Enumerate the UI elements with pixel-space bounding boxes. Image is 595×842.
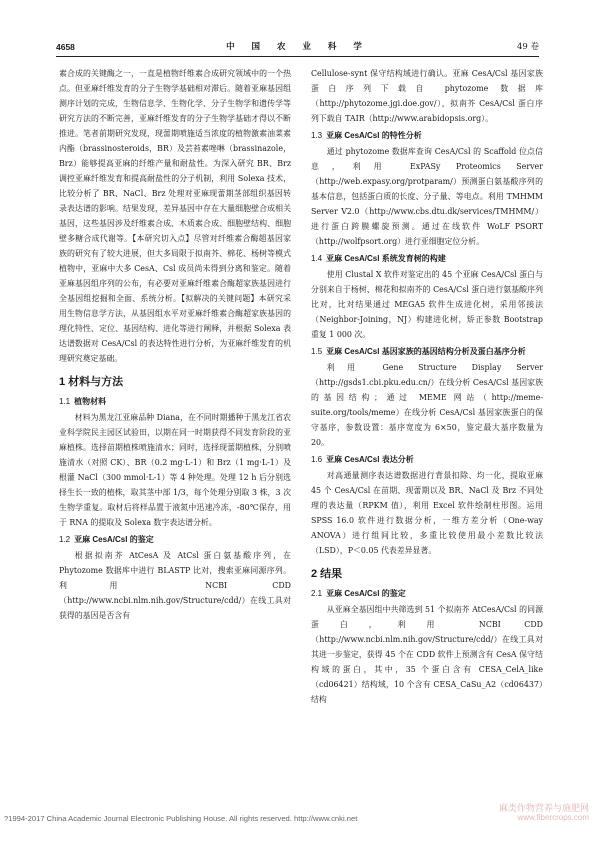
section-1-3-heading	[311, 128, 543, 143]
section-2-1-heading	[311, 586, 543, 601]
section-1-1-heading	[59, 394, 291, 409]
section-1-heading: 1 材料与方法	[59, 376, 124, 388]
right-column	[311, 66, 543, 707]
section-1-1-paragraph: 材料为黑龙江亚麻品种 Diana，在不同时期播种于黑龙江省农业科学院民主园区试验田，以期在同一时期获得不同发育阶段的亚麻植株。选择苗期植株喷施清水；同时，选择现蕾期植株，分别喷施清水（对照 CK）、BR（0.2 mg·L-1）和 Brz（1 mg·L-1）及根灌 NaCl（300 mmol·L-1）等 4 种处理。处理 12 h 后分别选择生长一致的植株，取其茎中部 1/3，每个处理分别取 3 株，3 次生物学重复。取材后将样品置于液氮中迅速冷冻，-80℃保存，用于 RNA 的提取及 Solexa 数字表达谱分析。	[59, 413, 291, 527]
intro-paragraph: 素合成的关键酶之一，一直是植物纤维素合成研究领域中的一个热点。但亚麻纤维发育的分子生物学基础相对滞后。随着亚麻基因组测序计划的完成，生物信息学、生物化学、分子生物学和遗传学等研究方法的不断完善，亚麻纤维发育的分子生物学基础才得以不断推进。笔者前期研究发现，现蕾期喷施适当浓度的植物激素油菜素内酯（brassinosteroids，BR）及芸苔素唑啉（brassinazole，Brz）能够提高亚麻的纤维产量和耐盐性。为深入研究 BR、Brz 调控亚麻纤维发育和提高耐盐性的分子机制，利用 Solexa 技术，比较分析了 BR、NaCl、Brz 处理对亚麻现蕾期茎部组织基因转录表达谱的影响。结果发现，差异基因中存在大量细胞壁合成相关基因，这些基因涉及纤维素合成、木质素合成、细胞壁结构、细胞壁多糖合成代谢等。【本研究切入点】尽管对纤维素合酶超基因家族的研究有了较大进展，但大多局限于拟南芥、棉花、杨树等模式植物中，亚麻中大多 CesA、Csl 成员尚未得到分离和鉴定。随着亚麻基因组序列的公布，有必要对亚麻纤维素合酶超家族基因进行全基因组挖掘和全面、系统分析。【拟解决的关键问题】本研究采用生物信息学方法，从基因组水平对亚麻纤维素合酶超家族基因的理化特性、定位、基因结构、进化等进行阐释，并根据 Solexa 表达谱数据对 CesA/Csl 的表达特性进行分析，为亚麻纤维发育的机理研究奠定基础。	[59, 69, 291, 363]
section-1-2-continued: Cellulose-synt 保守结构域进行确认。亚麻 CesA/Csl 基因家族蛋白序列下载自 phytozome 数据库（http://phytozome.jgi.doe.gov/），拟南芥 CesA/Csl 蛋白序列下载自 TAIR（http://www.arabidopsis.org）。	[311, 69, 543, 123]
journal-title: 中 国 农 业 科 学	[226, 42, 369, 52]
section-1-3-paragraph: 通过 phytozome 数据库查询 CesA/Csl 的 Scaffold 位点信息，利用 ExPASy Proteomics Server（http://web.expasy.org/protparam/）预测蛋白氨基酸序列的基本信息，包括蛋白质的长度、分子量、等电点。利用 TMHMM Server V2.0（http://www.cbs.dtu.dk/services/TMHMM/）进行蛋白跨膜螺旋预测。通过在线软件 WoLF PSORT（http://wolfpsort.org）进行亚细胞定位分析。	[311, 147, 543, 246]
section-1-6-paragraph: 对高通量测序表达谱数据进行背景扣除、均一化，提取亚麻 45 个 CesA/Csl 在苗期、现蕾期以及 BR、NaCl 及 Brz 不同处理的表达量（RPKM 值），利用 Excel 软件绘制柱形图。运用 SPSS 16.0 软件进行数据分析，一维方差分析（One-way ANOVA）进行组间比较，多重比较使用最小差数比较法（LSD），P＜0.05 代表差异显著。	[311, 471, 543, 555]
running-header	[56, 40, 539, 57]
section-1-6-heading	[311, 452, 543, 467]
section-1-4-paragraph: 使用 Clustal X 软件对鉴定出的 45 个亚麻 CesA/Csl 蛋白与分别来自于杨树、棉花和拟南芥的 CesA/Csl 蛋白进行氨基酸序列比对，比对结果通过 MEGA5 软件生成进化树，采用邻接法（Neighbor-Joining，NJ）构建进化树，矫正参数 Bootstrap 重复 1 000 次。	[311, 270, 543, 339]
section-number: 1.4	[311, 254, 323, 263]
section-2-1-paragraph: 从亚麻全基因组中共筛选到 51 个拟南芥 AtCesA/Csl 的同源蛋白，利用 NCBI CDD（http://www.ncbi.nlm.nih.gov/Structure/cdd/）在线工具对其进一步鉴定，获得 45 个在 CDD 软件上预测含有 CesA 保守结构域的蛋白，其中，35 个蛋白含有 CESA_CelA_like（cd06421）结构域，10 个含有 CESA_CaSu_A2（cd06437）结构	[311, 605, 543, 704]
section-number: 1.5	[311, 347, 323, 356]
section-1-5-paragraph: 利用 Gene Structure Display Server（http://gsds1.cbi.pku.edu.cn/）在线分析 CesA/Csl 基因家族的基因结构；通过 MEME 网站（http://meme-suite.org/tools/meme）在线分析 CesA/Csl 基因家族蛋白的保守基序，参数设置：基序宽度为 6×50，鉴定最大基序数量为 20。	[311, 363, 543, 447]
watermark-logo	[499, 804, 589, 822]
section-title: 亚麻 CesA/Csl 系统发育树的构建	[326, 254, 446, 263]
section-1-2-heading	[59, 532, 291, 547]
section-1-4-heading	[311, 251, 543, 266]
left-column	[59, 66, 291, 623]
page-number: 4658	[56, 42, 75, 52]
watermark-text: 麻类作物营养与施肥网	[498, 803, 589, 813]
section-number: 2.1	[311, 589, 323, 598]
section-1-5-heading	[311, 344, 543, 359]
section-number: 1.2	[59, 535, 71, 544]
section-1-2-paragraph: 根据拟南芥 AtCesA 及 AtCsl 蛋白氨基酸序列，在 Phytozome 数据库中进行 BLASTP 比对，搜索亚麻同源序列。利用 NCBI CDD（http://www.ncbi.nlm.nih.gov/Structure/cdd/）在线工具对获得的基因是否含有	[59, 551, 291, 620]
section-number: 1.1	[59, 397, 71, 406]
section-number: 1.3	[311, 131, 323, 140]
page-footer	[4, 803, 591, 826]
section-title: 亚麻 CesA/Csl 基因家族的基因结构分析及蛋白基序分析	[326, 347, 526, 356]
section-title: 亚麻 CesA/Csl 的鉴定	[74, 535, 154, 544]
watermark-url: www.fibercrops.com	[517, 813, 589, 822]
section-number: 1.6	[311, 455, 323, 464]
volume-label: 49 卷	[516, 42, 539, 52]
section-2-heading: 2 结果	[311, 568, 343, 580]
section-title: 亚麻 CesA/Csl 表达分析	[326, 455, 414, 464]
section-title: 植物材料	[74, 397, 107, 406]
copyright-notice: ?1994-2017 China Academic Journal Electronic Publishing House. All rights reserved. http://www.cnki.net	[4, 814, 358, 823]
section-title: 亚麻 CesA/Csl 的特性分析	[326, 131, 422, 140]
section-title: 亚麻 CesA/Csl 的鉴定	[326, 589, 406, 598]
